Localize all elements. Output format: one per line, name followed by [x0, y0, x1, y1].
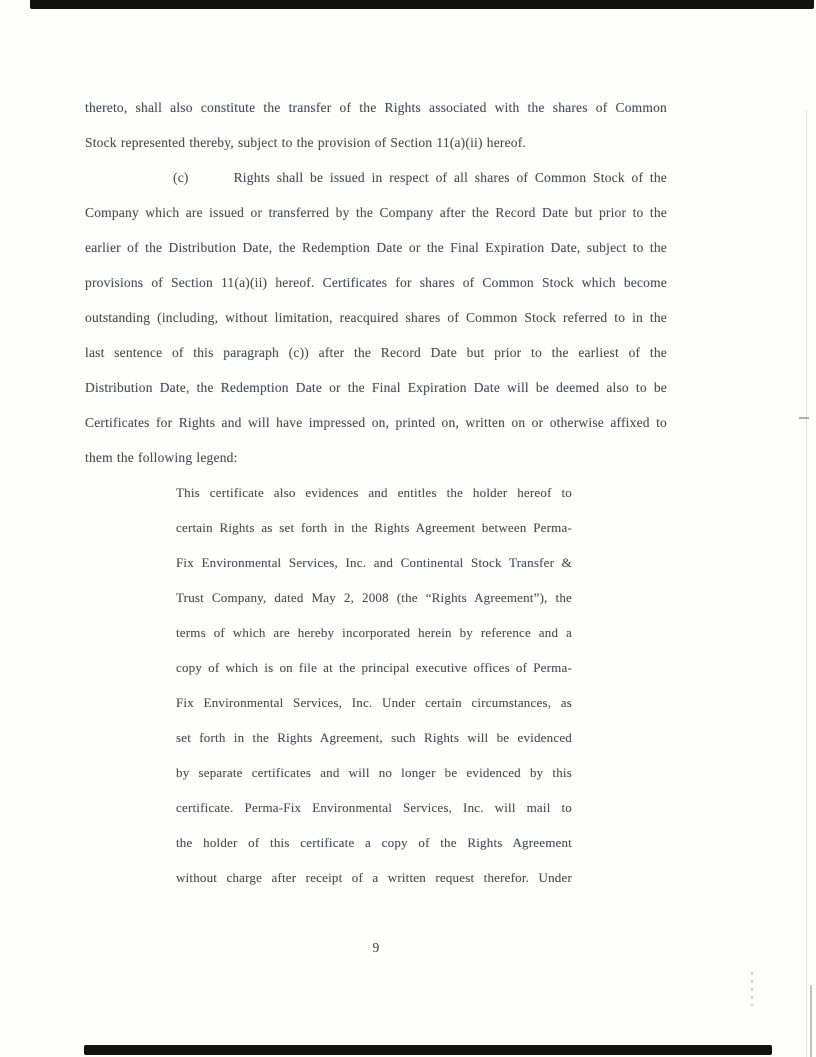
body-text-line: thereto, shall also constitute the transfer of the Rights associated with the shares of Common: [85, 100, 667, 115]
document-text-column: [85, 90, 667, 965]
body-text-line: earlier of the Distribution Date, the Redemption Date or the Final Expiration Date, subject to the: [85, 240, 667, 255]
body-text-line: provisions of Section 11(a)(ii) hereof. Certificates for shares of Common Stock which become: [85, 275, 667, 290]
legend-text-line: Fix Environmental Services, Inc. Under certain circumstances, as: [176, 695, 572, 710]
body-text-line: last sentence of this paragraph (c)) after the Record Date but prior to the earliest of the: [85, 345, 667, 360]
paragraph-marker-gap: [189, 181, 234, 182]
legend-text-line: terms of which are hereby incorporated herein by reference and a: [176, 625, 572, 640]
scan-artifact-top-bar: [30, 0, 814, 9]
scan-artifact-right-dash: [799, 417, 809, 419]
paragraph-marker: (c): [173, 170, 189, 185]
paragraph-indent: [85, 181, 173, 182]
body-text-line: outstanding (including, without limitation, reacquired shares of Common Stock referred to in the: [85, 310, 667, 325]
body-text-line: them the following legend:: [85, 450, 238, 465]
legend-text-line: This certificate also evidences and entitles the holder hereof to: [176, 485, 572, 500]
body-text-line: (c) Rights shall be issued in respect of all shares of Common Stock of the: [85, 160, 667, 195]
legend-text-line: copy of which is on file at the principal executive offices of Perma-: [176, 660, 572, 675]
legend-text-line: without charge after receipt of a written request therefor. Under: [176, 870, 572, 885]
body-text-line: Stock represented thereby, subject to the provision of Section 11(a)(ii) hereof.: [85, 135, 526, 150]
legend-text-line: set forth in the Rights Agreement, such Rights will be evidenced: [176, 730, 572, 745]
legend-text-line: by separate certificates and will no longer be evidenced by this: [176, 765, 572, 780]
legend-text-line: certain Rights as set forth in the Rights Agreement between Perma-: [176, 520, 572, 535]
scan-artifact-dotted-mark: [751, 972, 753, 1006]
scan-artifact-bottom-bar: [84, 1045, 772, 1055]
body-paragraphs: [85, 90, 667, 475]
scan-artifact-corner-line: [810, 985, 812, 1057]
legend-text-line: Fix Environmental Services, Inc. and Continental Stock Transfer &: [176, 555, 572, 570]
legend-block: [85, 475, 667, 895]
legend-text-line: Trust Company, dated May 2, 2008 (the “Rights Agreement”), the: [176, 590, 572, 605]
body-text-line: Certificates for Rights and will have impressed on, printed on, written on or otherwise affixed to: [85, 415, 667, 430]
scan-artifact-right-edge-line: [806, 110, 807, 1057]
page-number: 9: [372, 940, 380, 955]
body-text-line: Distribution Date, the Redemption Date or the Final Expiration Date will be deemed also to be: [85, 380, 667, 395]
legend-text-line: certificate. Perma-Fix Environmental Services, Inc. will mail to: [176, 800, 572, 815]
body-text-line: Company which are issued or transferred by the Company after the Record Date but prior to the: [85, 205, 667, 220]
legend-text-line: the holder of this certificate a copy of the Rights Agreement: [176, 835, 572, 850]
